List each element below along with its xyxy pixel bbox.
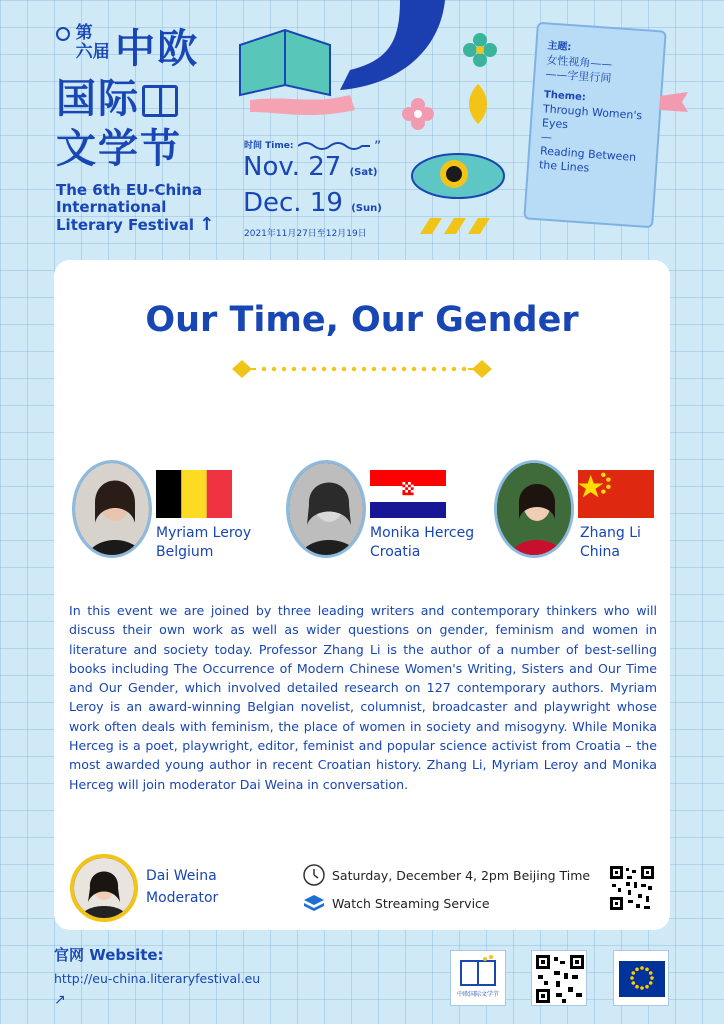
- event-title: Our Time, Our Gender: [145, 300, 579, 340]
- china-flag-icon: [578, 470, 654, 518]
- arrow-up-right-icon: ↗: [54, 992, 66, 1008]
- wave-decoration: [298, 140, 388, 152]
- event-card: [54, 260, 670, 930]
- theme-text-en: Through Women's Eyes — Reading Between the Lines: [538, 102, 643, 175]
- eu-flag-icon: [613, 950, 669, 1006]
- belgium-flag-icon: [156, 470, 232, 518]
- croatia-flag-icon: [370, 470, 446, 518]
- stream-icon: [302, 893, 326, 913]
- leaf-icon: [466, 84, 490, 124]
- decorative-divider: [230, 356, 494, 382]
- theme-panel: [523, 22, 666, 229]
- arrow-up-icon: ↑: [199, 214, 215, 235]
- edition-label: 第 六届: [75, 23, 110, 62]
- theme-label-cn: 主题:: [547, 40, 572, 54]
- logo-line-2: 国际: [56, 74, 199, 124]
- stream-link-label[interactable]: Watch Streaming Service: [332, 895, 490, 911]
- festival-logo-cn: [56, 24, 199, 174]
- website-qr-code: [531, 950, 587, 1006]
- event-qr-code: [608, 864, 656, 912]
- edition-circle-icon: [56, 27, 70, 41]
- stripes-decoration: [414, 212, 494, 238]
- event-description: In this event we are joined by three leading writers and contemporary thinkers who will discuss their own work as well as wider questions on gender, feminism and women in literature and society today. Professor Zhang Li is the author of a number of best-selling books including The Occurrence of Modern Chinese Women's Writing, Sisters and Our Time and Our Gender, which involved detailed research on 127 contemporary authors. Myriam Leroy is an award-winning Belgian novelist, columnist, broadcaster and playwright whose work often deals with feminism, the place of women in society and misogyny. While Monika Herceg is a poet, playwright, editor, feminist and popular science activist from Croatia – the most awarded young author in recent Croatian history. Zhang Li, Myriam Leroy and Monika Herceg will join moderator Dai Weina in conversation.: [69, 603, 657, 792]
- speaker-photo-monika-herceg: [286, 460, 366, 558]
- event-datetime-text: Saturday, December 4, 2pm Beijing Time: [332, 867, 591, 883]
- speaker-label-monika-herceg: Monika Herceg Croatia: [370, 525, 475, 560]
- stream-link[interactable]: [302, 893, 490, 913]
- event-datetime: [302, 863, 590, 887]
- clock-icon: [302, 863, 326, 887]
- moderator-label: Dai Weina Moderator: [146, 868, 219, 906]
- theme-text-cn: 女性视角—— ——字里行间: [544, 53, 613, 86]
- flower-pink-icon: [400, 96, 436, 132]
- time-label: 时间 Time:: [244, 141, 294, 151]
- website-link[interactable]: http://eu-china.literaryfestival.eu: [54, 971, 261, 986]
- theme-label-en: Theme:: [543, 89, 587, 104]
- flower-icon: [460, 30, 500, 70]
- website-label: 官网 Website:: [54, 946, 164, 964]
- book-icon: [142, 85, 178, 117]
- speaker-label-zhang-li: Zhang Li China: [580, 525, 641, 560]
- speaker-photo-myriam-leroy: [72, 460, 152, 558]
- logo-line-1: 中欧: [115, 26, 200, 72]
- festival-logo-text: 中欧国际文学节: [456, 991, 499, 998]
- speaker-photo-zhang-li: [494, 460, 574, 558]
- svg-text:”: ”: [374, 140, 382, 152]
- logo-line-3: 文学节: [56, 126, 182, 172]
- eye-icon: [410, 150, 506, 202]
- festival-logo-en: The 6th EU-China International Literary Festival ↑: [56, 181, 215, 235]
- date-start: Nov. 27 (Sat): [243, 152, 378, 182]
- date-range-cn: 2021年11月27日至12月19日: [244, 229, 367, 239]
- festival-logo-badge: [450, 950, 506, 1006]
- speaker-label-myriam-leroy: Myriam Leroy Belgium: [156, 525, 252, 560]
- moderator-photo: [70, 854, 138, 922]
- date-end: Dec. 19 (Sun): [243, 188, 382, 218]
- bookmark-ribbon: [660, 92, 690, 116]
